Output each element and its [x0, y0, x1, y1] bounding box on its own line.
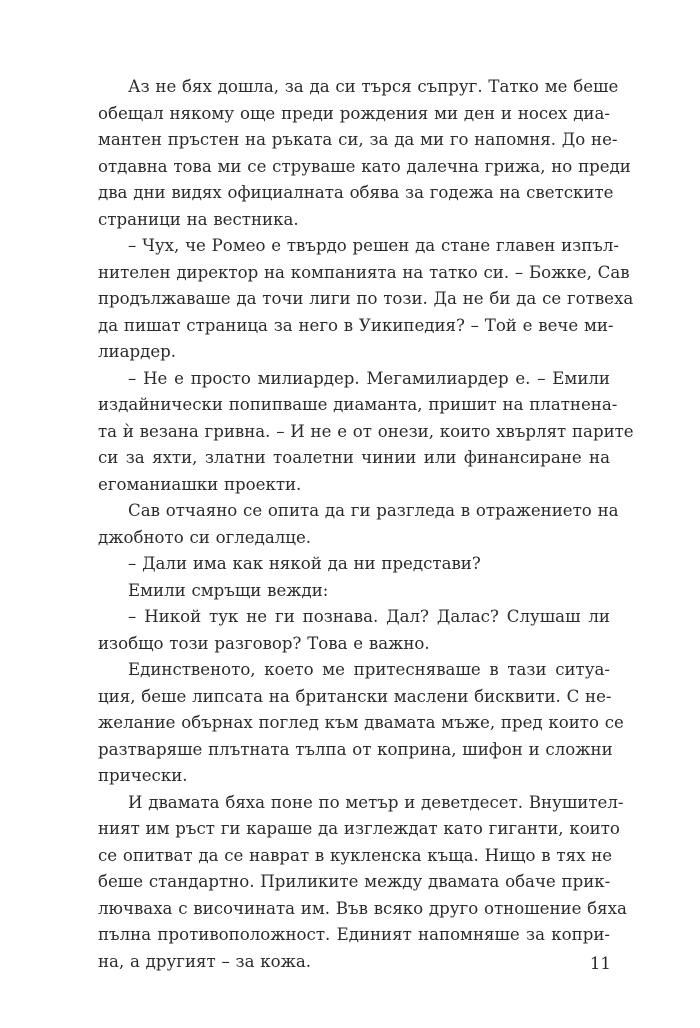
- text-line: лиардер.: [98, 342, 177, 361]
- text-line: лючваха с височината им. Във всяко друго отношение бяха: [98, 898, 627, 918]
- text-line: отдавна това ми се струваше като далечна грижа, но преди: [98, 156, 631, 176]
- text-line: ният им ръст ги караше да изглеждат като гиганти, които: [98, 819, 620, 838]
- text-line: изобщо този разговор? Това е важно.: [98, 633, 430, 653]
- text-line: Аз не бях дошла, за да си търся съпруг. Татко ме беше: [128, 77, 619, 96]
- text-line: обещал някому още преди рождения ми ден и носех диа-: [98, 103, 610, 123]
- text-line: – Не е просто милиардер. Мегамилиардер е. – Емили: [128, 368, 610, 388]
- text-line: та ѝ везана гривна. – И не е от онези, които хвърлят парите: [98, 421, 634, 441]
- text-line: егоманиашки проекти.: [98, 474, 302, 494]
- text-line: прически.: [98, 766, 188, 785]
- text-line: си за яхти, златни тоалетни чинии или финансиране на: [98, 448, 610, 467]
- text-line: на, а другият – за кожа.: [98, 951, 312, 971]
- text-line: беше стандартно. Приликите между двамата обаче прик-: [98, 872, 611, 891]
- body-text: [98, 74, 634, 975]
- text-line: желание обърнах поглед към двамата мъже, пред които се: [98, 713, 624, 732]
- page-number: 11: [589, 954, 611, 973]
- text-line: – Никой тук не ги познава. Дал? Далас? Слушаш ли: [128, 607, 610, 626]
- text-line: джобното си огледалце.: [98, 527, 312, 547]
- text-line: Единственото, което ме притесняваше в тази ситуа-: [128, 660, 610, 679]
- text-line: два дни видях официалната обява за годежа на светските: [98, 183, 614, 202]
- text-line: И двамата бяха поне по метър и деветдесет. Внушител-: [128, 792, 624, 812]
- text-line: се опитват да се наврат в кукленска къща. Нищо в тях не: [98, 845, 613, 865]
- text-line: да пишат страница за него в Уикипедия? – Той е вече ми-: [98, 315, 614, 335]
- text-line: – Чух, че Ромео е твърдо решен да стане главен изпъл-: [128, 236, 619, 255]
- text-line: пълна противоположност. Единият напомняше за копри-: [98, 925, 610, 944]
- text-line: – Дали има как някой да ни представи?: [128, 554, 481, 573]
- text-line: мантен пръстен на ръката си, за да ми го напомня. До не-: [98, 130, 618, 149]
- text-line: нителен директор на компанията на татко си. – Божке, Сав: [98, 262, 630, 282]
- text-line: разтваряше плътната тълпа от коприна, шифон и сложни: [98, 739, 613, 759]
- text-line: продължаваше да точи лиги по този. Да не би да се готвеха: [98, 289, 634, 308]
- text-line: страници на вестника.: [98, 209, 299, 229]
- text-line: Сав отчаяно се опита да ги разгледа в отражението на: [128, 501, 619, 520]
- text-line: Емили смръщи вежди:: [128, 580, 329, 600]
- text-line: издайнически попипваше диаманта, пришит на платнена-: [98, 395, 618, 414]
- text-line: ция, беше липсата на британски маслени бисквити. С не-: [98, 686, 612, 706]
